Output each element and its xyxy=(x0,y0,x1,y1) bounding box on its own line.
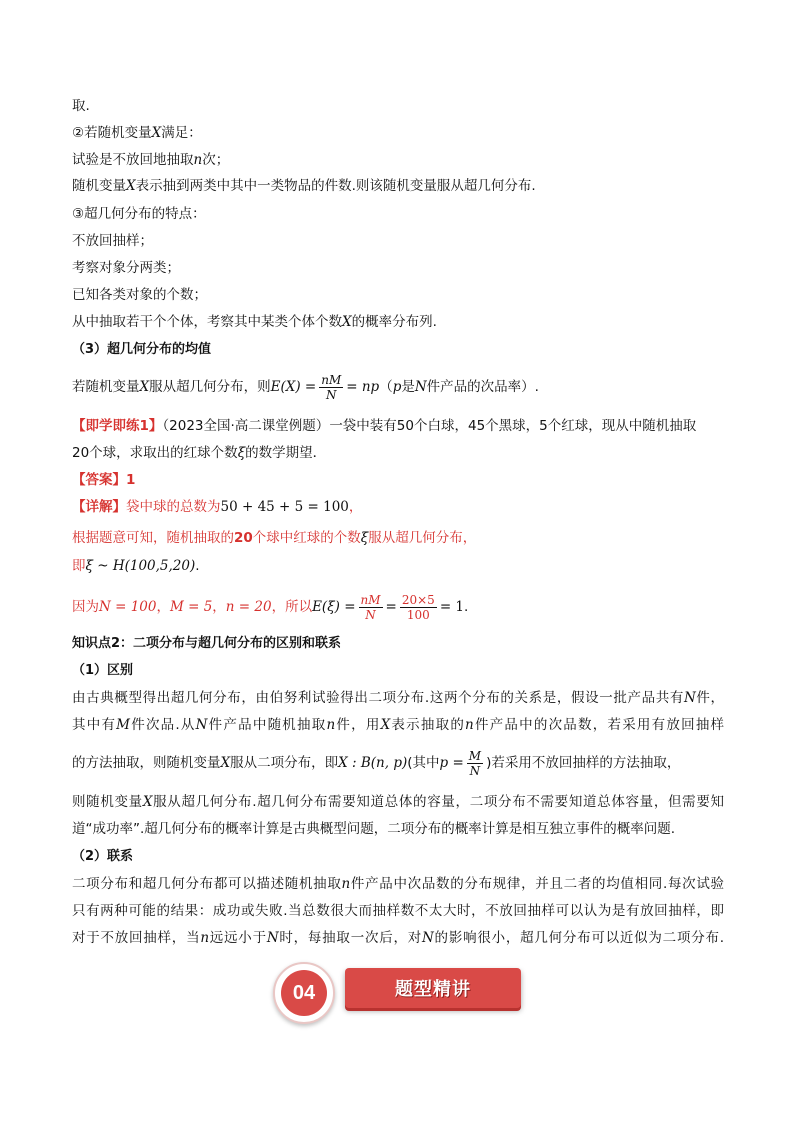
section-heading: （2）联系 xyxy=(72,849,134,864)
paragraph-line: 二项分布和超几何分布都可以描述随机抽取n件产品中次品数的分布规律，并且二者的均值相同.每次试验 xyxy=(72,876,724,892)
paragraph-line: 则随机变量X服从超几何分布.超几何分布需要知道总体的容量，二项分布不需要知道总体容量，但需要知 xyxy=(72,794,724,810)
text-line: 考察对象分两类； xyxy=(72,260,180,276)
text-line: ②若随机变量X满足： xyxy=(72,125,202,141)
section-title: 题型精讲 xyxy=(395,979,471,1000)
text-line: 取. xyxy=(72,98,90,114)
section-title-bar xyxy=(345,968,521,1008)
exercise-tag: 【即学即练1】 xyxy=(72,418,163,434)
fraction-M-over-N: $\frac{M}{N}$ xyxy=(468,748,482,778)
mean-formula-line: 若随机变量X服从超几何分布，则E(X) = $\frac{nM}{N}$ = np（p是N件产品的次品率）. xyxy=(72,372,539,402)
text-line: 已知各类对象的个数； xyxy=(72,287,207,303)
knowledge-point-title: 知识点2：二项分布与超几何分布的区别和联系 xyxy=(72,636,342,651)
paragraph-line: 其中有M件次品.从N件产品中随机抽取n件，用X表示抽取的n件产品中的次品数，若采用有放回抽样 xyxy=(72,717,725,733)
paragraph-line: 对于不放回抽样，当n远远小于N时，每抽取一次后，对N的影响很小，超几何分布可以近似为二项分布. xyxy=(72,930,725,946)
detail-line: 【详解】袋中球的总数为50 + 45 + 5 = 100， xyxy=(72,499,363,515)
paragraph-line: 由古典概型得出超几何分布，由伯努利试验得出二项分布.这两个分布的关系是，假设一批产品共有N件， xyxy=(72,690,724,706)
section-banner xyxy=(273,962,523,1024)
text-line: 随机变量X表示抽到两类中其中一类物品的件数.则该随机变量服从超几何分布. xyxy=(72,178,536,194)
detail-formula-line: 因为N = 100，M = 5，n = 20，所以E(ξ) = $\frac{nM}{N}$ = $\frac{20\times 5}{100}$ = 1. xyxy=(72,592,469,622)
detail-line: 即ξ ~ H(100,5,20). xyxy=(72,558,200,574)
fraction-nM-over-N: $\frac{nM}{N}$ xyxy=(321,372,342,402)
text-line: ③超几何分布的特点： xyxy=(72,206,206,222)
fraction-20x5-over-100: $\frac{20\times 5}{100}$ xyxy=(401,592,435,622)
section-number: 04 xyxy=(292,981,316,1004)
fraction-nM-over-N: $\frac{nM}{N}$ xyxy=(360,592,381,622)
answer-line: 【答案】1 xyxy=(72,472,136,488)
paragraph-line: 的方法抽取，则随机变量X服从二项分布，即X : B(n, p)(其中p = $\frac{M}{N}$ )若采用不放回抽样的方法抽取， xyxy=(72,748,681,778)
text-line: 试验是不放回地抽取n次； xyxy=(72,152,230,168)
text-line: 不放回抽样； xyxy=(72,233,153,249)
text-line: 从中抽取若干个个体，考察其中某类个体个数X的概率分布列. xyxy=(72,314,437,330)
section-heading: （1）区别 xyxy=(72,663,134,678)
exercise-line: 【即学即练1】（2023全国·高二课堂例题）一袋中装有50个白球，45个黑球，5个红球，现从中随机抽取 xyxy=(72,418,697,434)
exercise-line: 20个球，求取出的红球个数ξ的数学期望． xyxy=(72,445,327,461)
section-number-badge xyxy=(273,962,335,1024)
section-heading: （3）超几何分布的均值 xyxy=(72,342,212,357)
paragraph-line: 只有两种可能的结果：成功或失败.当总数很大而抽样数不太大时，不放回抽样可以认为是有放回抽样，即 xyxy=(72,903,724,919)
paragraph-line: 道“成功率”.超几何分布的概率计算是古典概型问题，二项分布的概率计算是相互独立事件的概率问题. xyxy=(72,821,676,837)
detail-line: 根据题意可知，随机抽取的20个球中红球的个数ξ服从超几何分布， xyxy=(72,530,477,546)
